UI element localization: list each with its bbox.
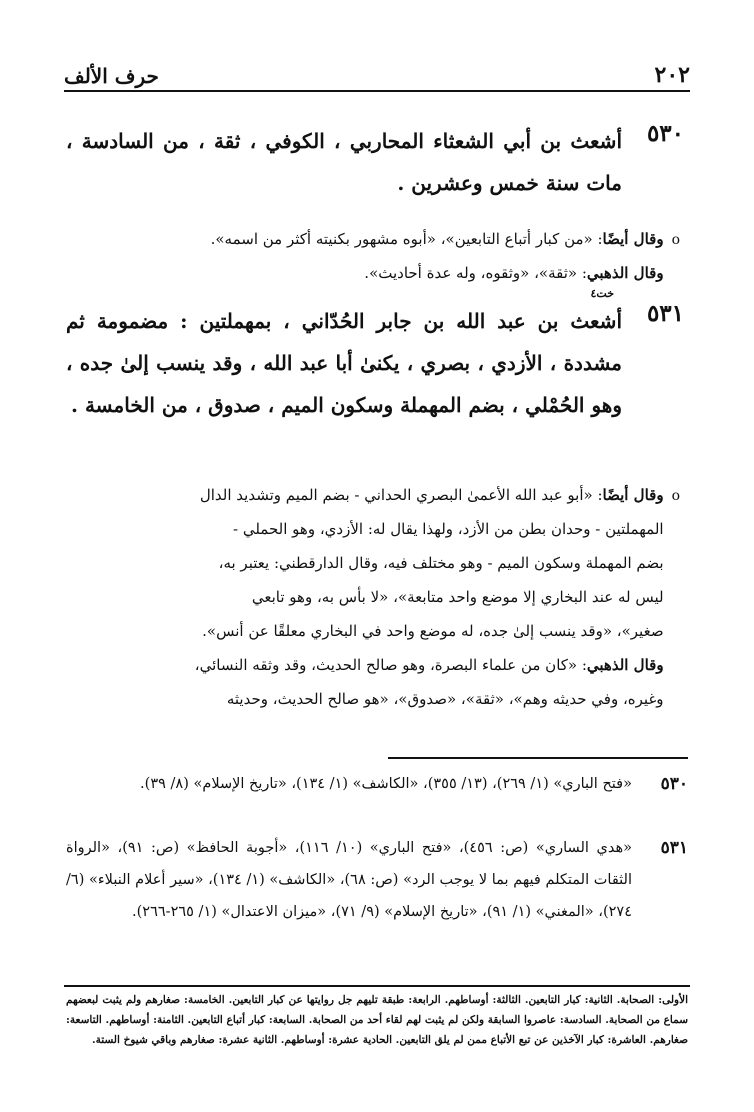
note-text: : «من كبار أتباع التابعين»، «أبوه مشهور بكنيته أكثر من اسمه». <box>210 230 603 248</box>
footnote-divider <box>388 757 688 759</box>
footnote-number: ٥٣٠ <box>660 774 688 794</box>
note-line: بضم المهملة وسكون الميم - وهو مختلف فيه، وقال الدارقطني: يعتبر به، <box>218 554 664 572</box>
entry-531 <box>66 300 684 426</box>
entry-marker: خت٤ <box>590 287 614 300</box>
note-label: وقال الذهبي <box>586 264 664 282</box>
page-header <box>64 58 690 92</box>
entry-text: أشعث بن أبي الشعثاء المحاربي ، الكوفي ، ثقة ، من السادسة ، مات سنة خمس وعشرين . <box>66 129 622 195</box>
entry-text: أشعث بن عبد الله بن جابر الحُدّاني ، بمهملتين : مضمومة ثم مشددة ، الأزدي ، بصري ، يكنىٰ أبا عبد الله ، وقد ينسب إلىٰ جده ، وهو الحُمْلي ، بضم المهملة وسكون الميم ، صدوق ، من الخامسة . <box>66 309 623 417</box>
note-line: المهملتين - وحدان بطن من الأزد، ولهذا يقال له: الأزدي، وهو الحملي - <box>233 520 664 538</box>
note-line: : «كان من علماء البصرة، وهو صالح الحديث، وقد وثقه النسائي، <box>194 656 587 674</box>
footnote-530 <box>66 768 688 800</box>
note-531 <box>70 478 680 716</box>
entry-number: ٥٣٠ <box>646 120 684 147</box>
note-body <box>195 478 664 716</box>
bullet-icon: o <box>671 488 680 504</box>
note-line: وغيره، وفي حديثه وهم»، «ثقة»، «صدوق»، «هو صالح الحديث، وحديثه <box>226 690 664 708</box>
bullet-icon: o <box>671 232 680 248</box>
note-line: : «أبو عبد الله الأعمىٰ البصري الحداني - بضم الميم وتشديد الدال <box>199 486 603 504</box>
entry-number: ٥٣١ <box>646 300 684 327</box>
note-line: ليس له عند البخاري إلا موضع واحد متابعة»، «لا بأس به، وهو تابعي <box>251 588 664 606</box>
tabaqat-legend: الأولى: الصحابة. الثانية: كبار التابعين. الثالثة: أوساطهم. الرابعة: طبقة تليهم جل روايتها عن كبار التابعين. الخامسة: صغارهم ولم يثبت لبعضهم سماع من الصحابة. السادسة: عاصروا السابقة ولكن لم يثبت لهم لقاء أحد من الصحابة. السابعة: كبار أتباع التابعين. الثامنة: أوساطهم. التاسعة: صغارهم. العاشرة: كبار الآخذين عن تبع الأتباع ممن لم يلق التابعين. الحادية عشرة: أوساطهم. الثانية عشرة: صغارهم وباقي شيوخ الستة. <box>66 994 688 1046</box>
note-line: صغير»، «وقد ينسب إلىٰ جده، له موضع واحد في البخاري معلقًا عن أنس». <box>202 622 664 640</box>
note-label: وقال أيضًا <box>602 230 664 248</box>
note-text: : «ثقة»، «وثقوه، وله عدة أحاديث». <box>364 264 587 282</box>
footnote-text: «فتح الباري» (١/ ٢٦٩)، (١٣/ ٣٥٥)، «الكاشف» (١/ ١٣٤)، «تاريخ الإسلام» (٨/ ٣٩). <box>140 776 632 792</box>
footnote-text: «هدي الساري» (ص: ٤٥٦)، «فتح الباري» (١٠/ ١١٦)، «أجوبة الحافظ» (ص: ٩١)، «الرواة الثقات المتكلم فيهم بما لا يوجب الرد» (ص: ٦٨)، «الكاشف» (١/ ١٣٤)، «سير أعلام النبلاء» (٦/ ٢٧٤)، «المغني» (١/ ٩١)، «تاريخ الإسلام» (٩/ ٧١)، «ميزان الاعتدال» (١/ ٢٦٥-٢٦٦). <box>66 840 632 920</box>
footnote-number: ٥٣١ <box>660 838 688 858</box>
note-label: وقال الذهبي <box>586 656 664 674</box>
note-body <box>211 222 664 290</box>
entry-530 <box>66 120 684 204</box>
tabaqat-divider <box>64 985 690 987</box>
note-label: وقال أيضًا <box>602 486 664 504</box>
footnote-531 <box>66 832 688 928</box>
chapter-title: حرف الألف <box>64 64 159 88</box>
note-530 <box>70 222 680 290</box>
page-number: ٢٠٢ <box>654 62 690 88</box>
